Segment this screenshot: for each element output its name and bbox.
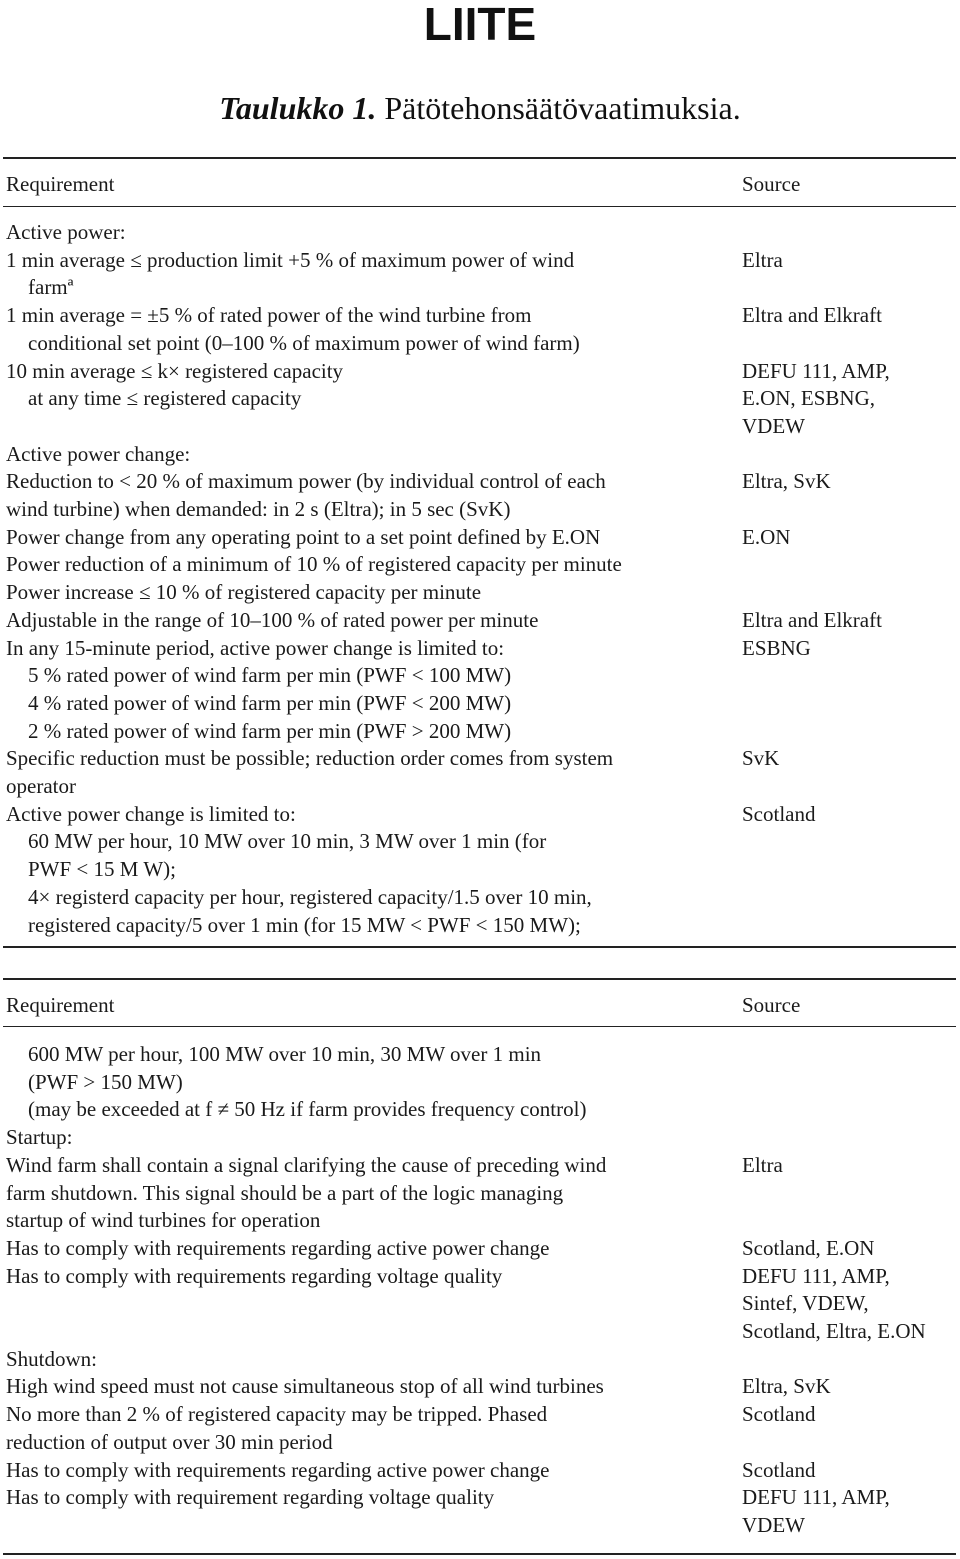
- table-row: [0, 550, 960, 578]
- requirement-cell: High wind speed must not cause simultaneous stop of all wind turbines: [6, 1374, 604, 1399]
- table-row: [0, 1068, 960, 1096]
- table-row: [0, 1456, 960, 1484]
- table-row: [0, 301, 960, 329]
- table-row: [0, 1483, 960, 1511]
- requirement-cell: 4 % rated power of wind farm per min (PWF < 200 MW): [28, 690, 512, 715]
- table-row: [0, 827, 960, 855]
- source-cell: E.ON, ESBNG,: [742, 386, 876, 411]
- table-row: [0, 246, 960, 274]
- table-row: [0, 661, 960, 689]
- source-cell: Eltra and Elkraft: [742, 303, 882, 328]
- source-cell: DEFU 111, AMP,: [742, 1263, 890, 1288]
- table-row: [0, 1262, 960, 1290]
- requirement-cell: No more than 2 % of registered capacity may be tripped. Phased: [6, 1402, 548, 1427]
- table-row: [0, 1372, 960, 1400]
- source-cell: Sintef, VDEW,: [742, 1291, 869, 1316]
- requirement-cell: Power reduction of a minimum of 10 % of registered capacity per minute: [6, 552, 622, 577]
- requirement-cell: reduction of output over 30 min period: [6, 1429, 333, 1454]
- table-row: [0, 357, 960, 385]
- table-row: [0, 440, 960, 468]
- table-row: [0, 606, 960, 634]
- table1: [0, 160, 960, 950]
- source-cell: SvK: [742, 746, 780, 771]
- requirement-cell: Active power:: [6, 220, 126, 244]
- table1-bottom-rule: [3, 946, 956, 948]
- source-cell: VDEW: [742, 413, 805, 438]
- source-cell: Scotland, E.ON: [742, 1235, 875, 1260]
- requirement-cell: registered capacity/5 over 1 min (for 15 MW < PWF < 150 MW);: [28, 912, 581, 937]
- table-row: [0, 1095, 960, 1123]
- requirement-cell: 5 % rated power of wind farm per min (PWF < 100 MW): [28, 663, 512, 688]
- table2-top-rule: [3, 978, 956, 980]
- table-row: [0, 772, 960, 800]
- source-cell: Scotland: [742, 1457, 816, 1482]
- source-cell: E.ON: [742, 524, 791, 549]
- source-cell: Scotland: [742, 801, 816, 826]
- table2-header-rule: [3, 1026, 956, 1027]
- page-title: LIITE: [423, 0, 537, 50]
- requirement-cell: Has to comply with requirements regarding voltage quality: [6, 1263, 503, 1288]
- table-row: [0, 689, 960, 717]
- source-cell: DEFU 111, AMP,: [742, 1485, 890, 1510]
- table-row: [0, 1040, 960, 1068]
- table2-bottom-rule: [3, 1553, 956, 1555]
- requirement-cell: conditional set point (0–100 % of maximum power of wind farm): [28, 330, 580, 355]
- table-row: [0, 855, 960, 883]
- table-row: [0, 412, 960, 440]
- requirement-cell: Active power change:: [6, 441, 191, 466]
- requirement-cell: 10 min average ≤ k× registered capacity: [6, 358, 344, 383]
- source-cell: Eltra: [742, 1152, 783, 1177]
- table-row: [0, 1511, 960, 1539]
- requirement-cell: farm shutdown. This signal should be a part of the logic managing: [6, 1180, 564, 1205]
- table-row: [0, 467, 960, 495]
- table1-header-requirement: Requirement: [6, 172, 115, 196]
- table-row: [0, 218, 960, 246]
- source-cell: Scotland, Eltra, E.ON: [742, 1319, 926, 1343]
- source-cell: Eltra, SvK: [742, 1374, 831, 1399]
- source-cell: Eltra, SvK: [742, 469, 831, 494]
- requirement-cell: Active power change is limited to:: [6, 801, 296, 826]
- requirement-cell: operator: [6, 774, 76, 798]
- requirement-cell: startup of wind turbines for operation: [6, 1208, 321, 1233]
- source-cell: Eltra and Elkraft: [742, 607, 882, 632]
- requirement-cell: at any time ≤ registered capacity: [28, 386, 302, 411]
- source-cell: VDEW: [742, 1512, 805, 1537]
- requirement-cell: 4× registerd capacity per hour, registered capacity/1.5 over 10 min,: [28, 884, 592, 909]
- table1-header-source: Source: [742, 172, 801, 196]
- table-caption: [0, 88, 960, 128]
- table-row: [0, 1206, 960, 1234]
- requirement-cell: In any 15-minute period, active power change is limited to:: [6, 635, 505, 660]
- table-row: [0, 1151, 960, 1179]
- requirement-cell: 600 MW per hour, 100 MW over 10 min, 30 MW over 1 min: [28, 1042, 542, 1066]
- requirement-cell: Specific reduction must be possible; reduction order comes from system: [6, 746, 614, 771]
- source-cell: Scotland: [742, 1402, 816, 1427]
- table-row: [0, 911, 960, 939]
- table-row: [0, 717, 960, 745]
- requirement-cell: (may be exceeded at f ≠ 50 Hz if farm provides frequency control): [28, 1097, 587, 1122]
- requirement-cell: PWF < 15 M W);: [28, 857, 176, 882]
- table2-header-requirement: Requirement: [6, 993, 115, 1017]
- requirement-cell: Wind farm shall contain a signal clarifying the cause of preceding wind: [6, 1152, 607, 1177]
- table-row: [0, 1400, 960, 1428]
- table-row: [0, 800, 960, 828]
- requirement-cell: Power change from any operating point to a set point defined by E.ON: [6, 524, 601, 549]
- table-row: [0, 1234, 960, 1262]
- requirement-cell: 2 % rated power of wind farm per min (PWF > 200 MW): [28, 718, 512, 743]
- table-row: [0, 523, 960, 551]
- table-row: [0, 273, 960, 301]
- table-row: [0, 384, 960, 412]
- caption-label: Taulukko 1.: [219, 90, 377, 126]
- requirement-cell: wind turbine) when demanded: in 2 s (Eltra); in 5 sec (SvK): [6, 497, 511, 521]
- table-row: [0, 329, 960, 357]
- requirement-cell: (PWF > 150 MW): [28, 1069, 183, 1094]
- requirement-cell: Power increase ≤ 10 % of registered capacity per minute: [6, 580, 482, 605]
- requirement-cell: Reduction to < 20 % of maximum power (by individual control of each: [6, 469, 606, 494]
- table-row: [0, 1428, 960, 1456]
- table-row: [0, 495, 960, 523]
- source-cell: DEFU 111, AMP,: [742, 358, 890, 383]
- caption-text: Pätötehonsäätövaatimuksia.: [376, 90, 741, 126]
- table-row: [0, 1123, 960, 1151]
- source-cell: Eltra: [742, 247, 783, 272]
- requirement-cell: Startup:: [6, 1125, 73, 1150]
- requirement-cell: 1 min average = ±5 % of rated power of the wind turbine from: [6, 303, 532, 328]
- table-row: [0, 634, 960, 662]
- requirement-cell: 60 MW per hour, 10 MW over 10 min, 3 MW over 1 min (for: [28, 829, 547, 854]
- table-row: [0, 1345, 960, 1373]
- requirement-cell: Shutdown:: [6, 1346, 98, 1371]
- table-row: [0, 744, 960, 772]
- source-cell: ESBNG: [742, 635, 811, 660]
- table1-top-rule: [3, 157, 956, 159]
- table2: [0, 981, 960, 1556]
- table-row: [0, 578, 960, 606]
- requirement-cell: farmª: [28, 275, 74, 300]
- table-row: [0, 1289, 960, 1317]
- table-row: [0, 1317, 960, 1345]
- table-row: [0, 1179, 960, 1207]
- requirement-cell: Adjustable in the range of 10–100 % of rated power per minute: [6, 607, 539, 632]
- requirement-cell: Has to comply with requirement regarding voltage quality: [6, 1485, 495, 1510]
- requirement-cell: 1 min average ≤ production limit +5 % of maximum power of wind: [6, 247, 575, 272]
- requirement-cell: Has to comply with requirements regarding active power change: [6, 1457, 550, 1482]
- table-row: [0, 883, 960, 911]
- table1-header-rule: [3, 206, 956, 207]
- table2-header-source: Source: [742, 993, 801, 1017]
- requirement-cell: Has to comply with requirements regarding active power change: [6, 1235, 550, 1260]
